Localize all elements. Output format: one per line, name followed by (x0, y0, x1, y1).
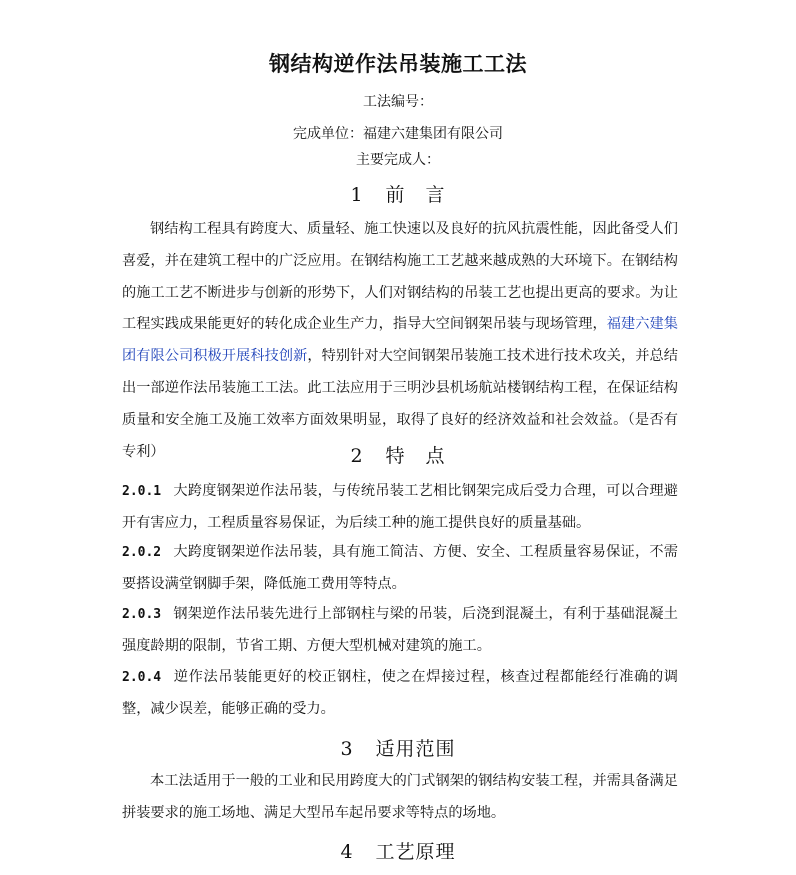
company-innovation-link[interactable]: 福建六建集团有限公司积极开展科技创新 (122, 316, 678, 365)
feature-item-number: 2.0.4 (122, 670, 162, 685)
feature-item (122, 537, 678, 601)
preface-text-start: 钢结构工程具有跨度大、质量轻、施工快速以及良好的抗风抗震性能，因此备受人们喜爱，并在建筑工程中的广泛应用。在钢结构施工工艺越来越成熟的大环境下。在钢结构的施工工艺不断进步与创新的形势下，人们对钢结构的吊装工艺也提出更高的要求。为让工程实践成果能更好的转化成企业生产力，指导大空间钢架吊装与现场管理， (122, 221, 678, 333)
section-number: 4 (340, 841, 354, 863)
method-code-label: 工法编号： (363, 94, 433, 110)
section-number: 1 (350, 184, 364, 206)
section-heading-features (0, 441, 796, 468)
preface-paragraph (122, 214, 678, 468)
feature-item-text: 大跨度钢架逆作法吊装，与传统吊装工艺相比钢架完成后受力合理，可以合理避开有害应力，工程质量容易保证，为后续工种的施工提供良好的质量基础。 (122, 483, 678, 531)
feature-item (122, 599, 678, 663)
section-title: 工艺原理 (375, 841, 456, 863)
feature-item (122, 662, 678, 726)
section-heading-preface (0, 180, 796, 207)
main-authors-label: 主要完成人： (356, 152, 440, 168)
document-title: 钢结构逆作法吊装施工工法 (269, 52, 527, 76)
scope-paragraph: 本工法适用于一般的工业和民用跨度大的门式钢架的钢结构安装工程，并需具备满足拼装要求的施工场地、满足大型吊车起吊要求等特点的场地。 (122, 773, 678, 821)
feature-item-text: 逆作法吊装能更好的校正钢柱，使之在焊接过程，核查过程都能经行准确的调整，减少误差，能够正确的受力。 (122, 669, 678, 717)
preface-text-end: ，特别针对大空间钢架吊装施工技术进行技术攻关，并总结出一部逆作法吊装施工工法。此工法应用于三明沙县机场航站楼钢结构工程，在保证结构质量和安全施工及施工效率方面效果明显，取得了良好的经济效益和社会效益。（是否有专利） (122, 348, 678, 460)
section-heading-principle (0, 837, 796, 864)
feature-item-text: 钢架逆作法吊装先进行上部钢柱与梁的吊装，后浇到混凝土，有利于基础混凝土强度龄期的限制，节省工期、方便大型机械对建筑的施工。 (122, 606, 678, 654)
section-number: 2 (350, 445, 364, 467)
feature-item-number: 2.0.1 (122, 484, 162, 499)
section-number: 3 (340, 738, 354, 760)
section-title: 前 言 (385, 184, 446, 206)
section-title: 适用范围 (375, 738, 456, 760)
feature-item-number: 2.0.2 (122, 545, 162, 560)
feature-item-number: 2.0.3 (122, 607, 162, 622)
section-title: 特 点 (385, 445, 446, 467)
feature-item (122, 476, 678, 540)
section-heading-scope (0, 734, 796, 761)
feature-item-text: 大跨度钢架逆作法吊装，具有施工简洁、方便、安全、工程质量容易保证，不需要搭设满堂钢脚手架，降低施工费用等特点。 (122, 544, 678, 592)
completion-unit: 完成单位：福建六建集团有限公司 (293, 126, 503, 142)
